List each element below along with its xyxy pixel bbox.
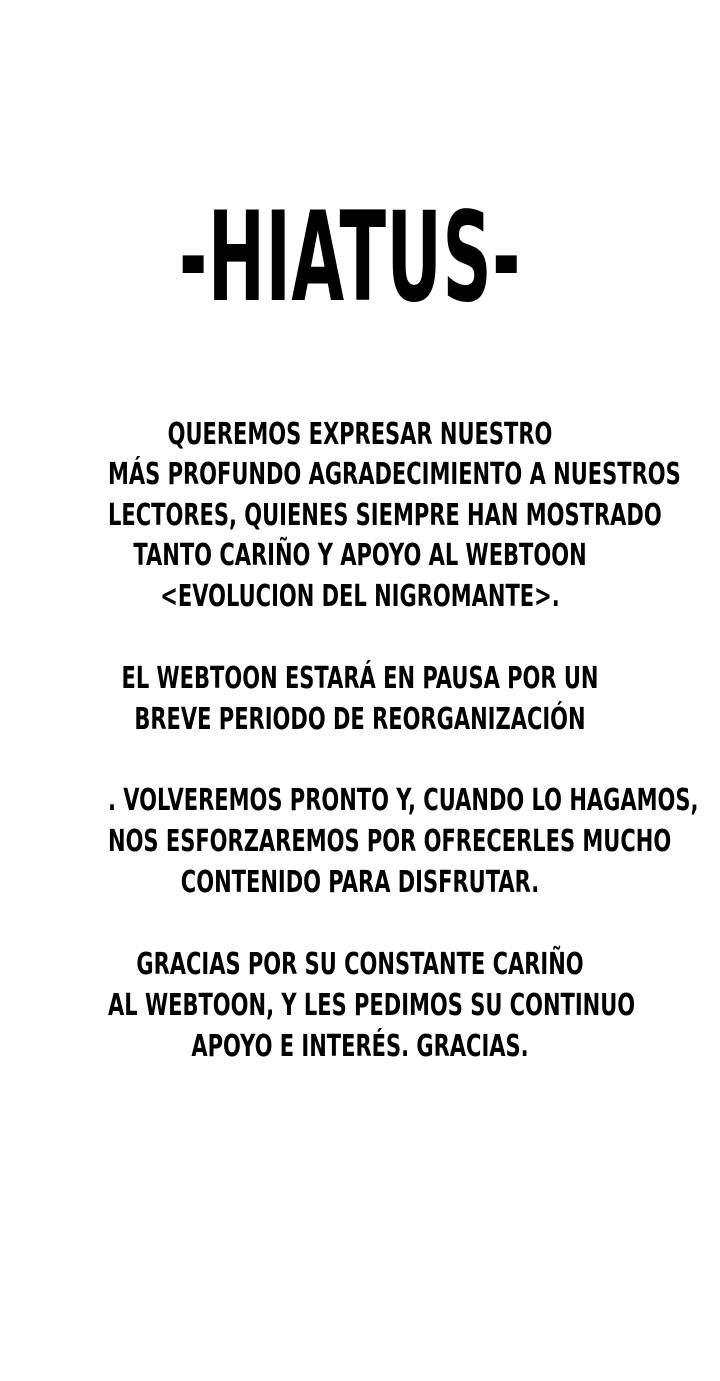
notice-line: NOS ESFORZAREMOS POR OFRECERLES MUCHO: [108, 824, 672, 859]
notice-line: TANTO CARIÑO Y APOYO AL WEBTOON: [133, 538, 587, 573]
notice-line: GRACIAS POR SU CONSTANTE CARIÑO: [136, 947, 584, 982]
notice-line: <EVOLUCION DEL NIGROMANTE>.: [160, 579, 560, 614]
notice-line: CONTENIDO PARA DISFRUTAR.: [180, 865, 540, 900]
notice-line: MÁS PROFUNDO AGRADECIMIENTO A NUESTROS: [108, 457, 681, 492]
notice-line: LECTORES, QUIENES SIEMPRE HAN MOSTRADO: [108, 498, 662, 533]
notice-line: QUEREMOS EXPRESAR NUESTRO: [167, 417, 553, 452]
notice-line: BREVE PERIODO DE REORGANIZACIÓN: [134, 702, 586, 737]
notice-line: . VOLVEREMOS PRONTO Y, CUANDO LO HAGAMOS,: [108, 783, 699, 818]
notice-line: EL WEBTOON ESTARÁ EN PAUSA POR UN: [121, 661, 599, 696]
page-title: -HIATUS-: [179, 186, 521, 330]
notice-line: APOYO E INTERÉS. GRACIAS.: [191, 1029, 529, 1064]
notice-line: AL WEBTOON, Y LES PEDIMOS SU CONTINUO: [108, 988, 636, 1023]
